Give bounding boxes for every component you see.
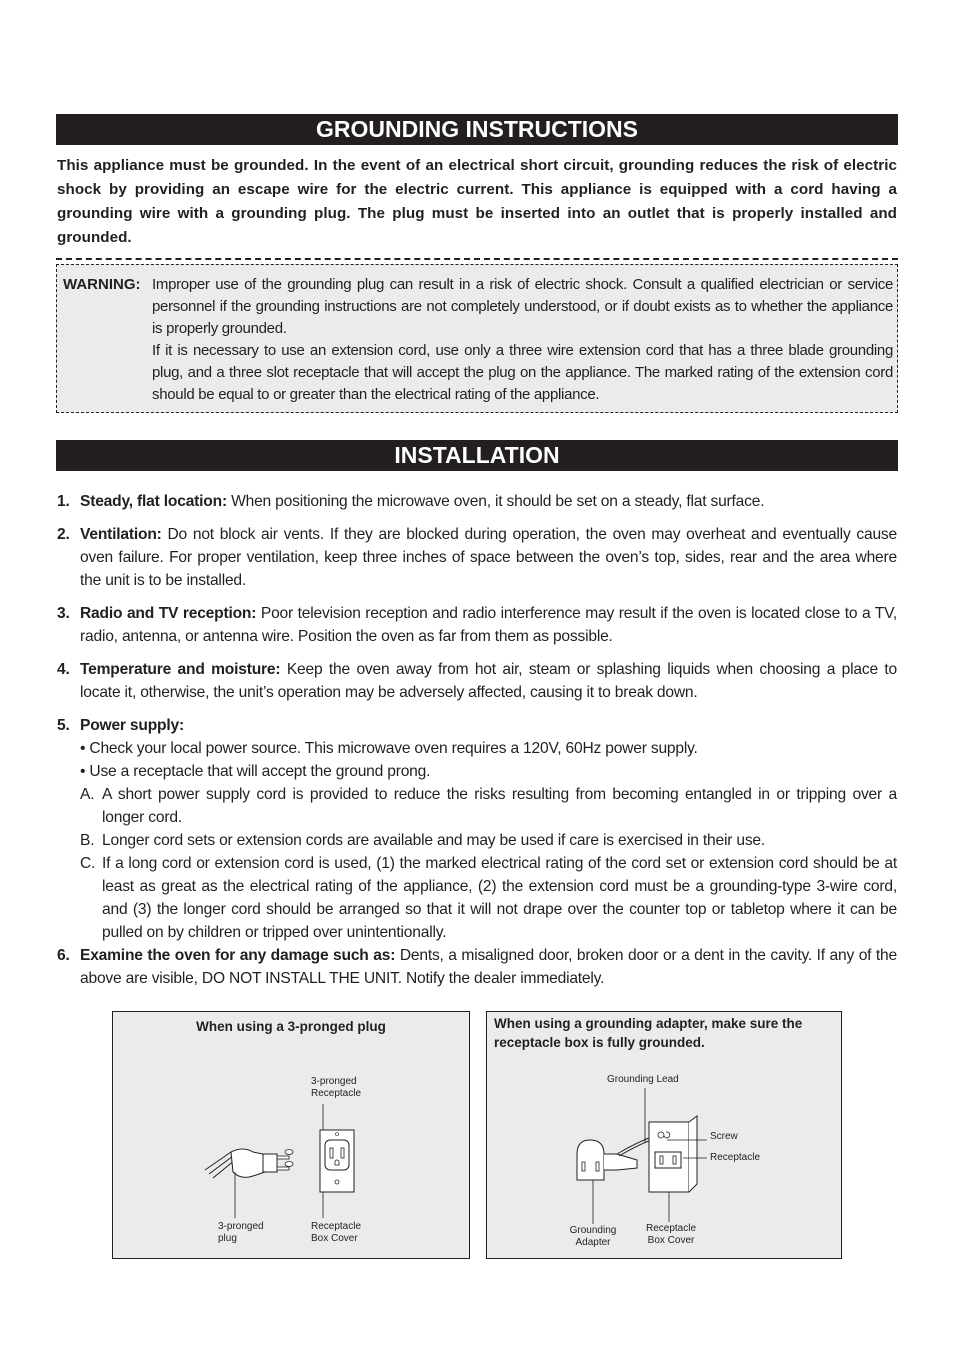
warning-box <box>56 264 898 413</box>
list-item <box>57 602 897 648</box>
warning-paragraph-2: If it is necessary to use an extension cord, use only a three wire extension cord that has a three blade grounding plug, and a three slot receptacle that will accept the plug on the appliance. The marked rating of the extension cord should be equal to or greater than the electrical rating of the appliance. <box>152 342 893 403</box>
screw-label: Screw <box>710 1131 738 1142</box>
figure-title: When using a grounding adapter, make sure the receptacle box is fully grounded. <box>494 1016 803 1050</box>
receptacle-label: 3-pronged Receptacle <box>311 1076 362 1099</box>
grounding-instructions-heading: GROUNDING INSTRUCTIONS <box>56 114 898 145</box>
list-item <box>57 490 897 513</box>
receptacle-label: Receptacle <box>710 1152 761 1163</box>
item-heading: Examine the oven for any damage such as: <box>80 947 396 964</box>
sub-text: Longer cord sets or extension cords are available and may be used if care is exercised in their use. <box>102 832 766 849</box>
item-number: 3. <box>57 605 70 622</box>
grounding-adapter-figure <box>486 1011 842 1259</box>
item-heading: Power supply: <box>80 717 184 734</box>
sub-letter: C. <box>80 855 96 872</box>
grounding-intro-paragraph: This appliance must be grounded. In the event of an electrical short circuit, grounding reduces the risk of electric shock by providing an escape wire for the electric current. This appliance is equipped with a cord having a grounding wire with a grounding plug. The plug must be inserted into an outlet that is properly installed and grounded. <box>57 157 897 246</box>
three-prong-plug-figure <box>112 1011 470 1259</box>
adapter-label: Grounding Adapter <box>569 1225 617 1248</box>
plug-label: 3-pronged plug <box>218 1221 264 1244</box>
item-number: 6. <box>57 947 70 964</box>
item-number: 5. <box>57 717 70 734</box>
power-sub-item <box>80 829 897 852</box>
sub-text: If a long cord or extension cord is used, (1) the marked electrical rating of the cord set or extension cord should be at least as great as the electrical rating of the appliance, (2) the extension cord must be a grounding-type 3-wire cord, and (3) the longer cord should be arranged so that it will not drape over the counter top or tabletop where it can be pulled on by children or tripped over unintentionally. <box>102 855 897 941</box>
warning-paragraph-1: Improper use of the grounding plug can result in a risk of electric shock. Consult a qualified electrician or service personnel if the grounding instructions are not completely understood, or if doubt exists as to whether the appliance is properly grounded. <box>152 276 893 337</box>
item-heading: Temperature and moisture: <box>80 661 281 678</box>
installation-list <box>57 490 897 990</box>
item-number: 4. <box>57 661 70 678</box>
item-number: 2. <box>57 526 70 543</box>
box-cover-label: Receptacle Box Cover <box>645 1223 697 1246</box>
box-cover-label: Receptacle Box Cover <box>311 1221 362 1244</box>
item-text: When positioning the microwave oven, it should be set on a steady, flat surface. <box>226 493 765 510</box>
list-item <box>57 523 897 592</box>
figure-title: When using a 3-pronged plug <box>196 1019 386 1034</box>
item-heading: Ventilation: <box>80 526 162 543</box>
sub-letter: B. <box>80 832 95 849</box>
item-heading: Steady, flat location: <box>80 493 227 510</box>
warning-text <box>152 274 893 406</box>
list-item <box>57 944 897 990</box>
item-heading: Radio and TV reception: <box>80 605 257 622</box>
power-bullet: • Check your local power source. This microwave oven requires a 120V, 60Hz power supply. <box>80 740 698 757</box>
list-item <box>57 714 897 944</box>
power-bullet: • Use a receptacle that will accept the ground prong. <box>80 763 431 780</box>
item-text: Do not block air vents. If they are blocked during operation, the oven may overheat and eventually cause oven failure. For proper ventilation, keep three inches of space between the oven’s top, sides, rear and the area where the unit is to be installed. <box>80 526 897 589</box>
item-text: Poor television reception and radio interference may result if the oven is located close to a TV, radio, antenna, or antenna wire. Position the oven as far from them as possible. <box>80 605 897 645</box>
item-text: Keep the oven away from hot air, steam or splashing liquids when choosing a place to locate it, otherwise, the unit’s operation may be adversely affected, causing it to break down. <box>80 661 897 701</box>
item-text: Dents, a misaligned door, broken door or a dent in the cavity. If any of the above are visible, DO NOT INSTALL THE UNIT. Notify the dealer immediately. <box>80 947 897 987</box>
warning-label: WARNING: <box>63 276 141 293</box>
adapter-illustration <box>487 1012 841 1258</box>
list-item <box>57 658 897 704</box>
plug-illustration <box>113 1012 469 1258</box>
item-number: 1. <box>57 493 70 510</box>
sub-letter: A. <box>80 786 95 803</box>
grounding-lead-label: Grounding Lead <box>607 1074 679 1085</box>
power-sub-item <box>80 852 897 944</box>
section-divider <box>56 258 898 260</box>
installation-heading: INSTALLATION <box>56 440 898 471</box>
power-sub-item <box>80 783 897 829</box>
sub-text: A short power supply cord is provided to reduce the risks resulting from becoming entangled in or tripping over a longer cord. <box>102 786 897 826</box>
